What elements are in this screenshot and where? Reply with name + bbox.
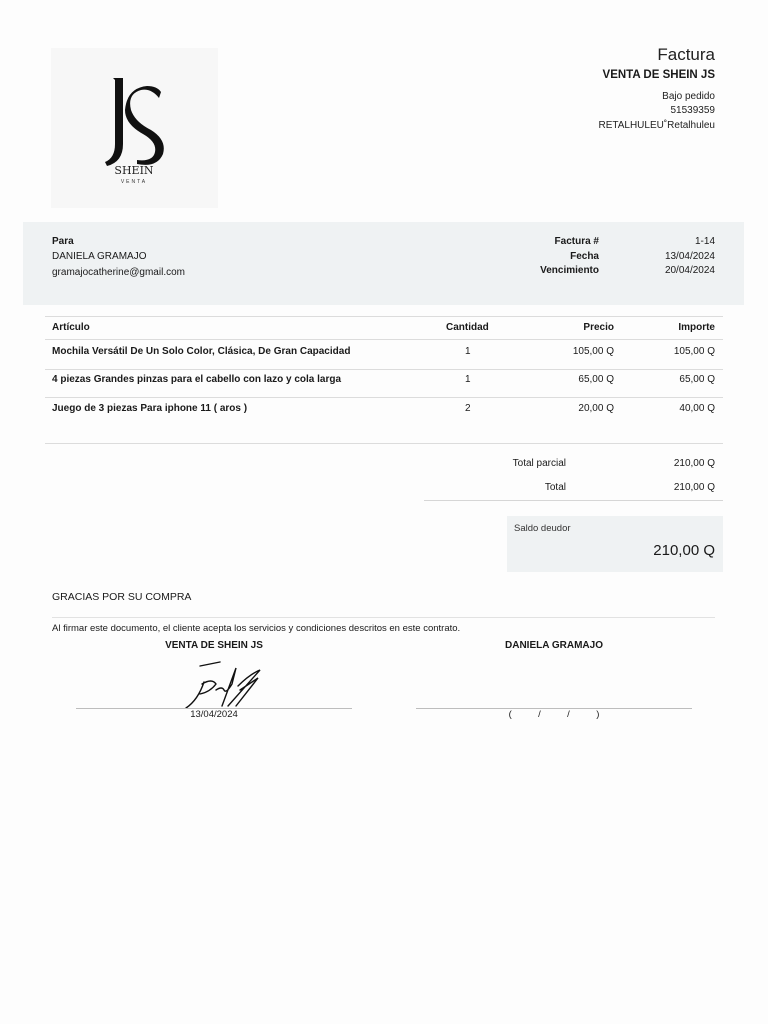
- col-header-item: Artículo: [52, 322, 90, 333]
- table-row-qty: 1: [465, 346, 471, 357]
- agreement-text: Al firmar este documento, el cliente acepta los servicios y condiciones descritos en este contrato.: [52, 623, 461, 634]
- bill-to-band: [23, 222, 744, 305]
- footer-rule: [52, 617, 715, 618]
- company-phone: 51539359: [670, 105, 715, 116]
- thanks-note: GRACIAS POR SU COMPRA: [52, 591, 192, 603]
- logo-sub: VENTA: [120, 179, 148, 185]
- invoice-number-label: Factura #: [554, 236, 599, 247]
- client-email: gramajocatherine@gmail.com: [52, 267, 185, 278]
- date-value: 13/04/2024: [664, 251, 715, 262]
- table-header-rule: [45, 339, 723, 340]
- seller-signature-date: 13/04/2024: [190, 709, 238, 720]
- table-row-qty: 2: [465, 403, 471, 414]
- col-header-price: Precio: [583, 322, 614, 333]
- total-label: Total: [544, 482, 566, 493]
- table-bottom-rule: [45, 443, 723, 444]
- col-header-amount: Importe: [678, 322, 715, 333]
- company-name: VENTA DE SHEIN JS: [602, 69, 715, 81]
- bill-to-label: Para: [52, 236, 74, 247]
- seller-signature-image: [180, 660, 264, 712]
- total-value: 210,00 Q: [673, 482, 715, 493]
- table-top-rule: [45, 316, 723, 317]
- company-line-1: Bajo pedido: [662, 91, 715, 102]
- table-row-rule: [45, 369, 723, 370]
- company-logo: [51, 48, 218, 208]
- due-value: 20/04/2024: [664, 265, 715, 276]
- client-signature-date: ( / / ): [508, 709, 600, 720]
- balance-value: 210,00 Q: [653, 542, 715, 559]
- seller-signature-name: VENTA DE SHEIN JS: [165, 640, 263, 651]
- table-row-item: Juego de 3 piezas Para iphone 11 ( aros ): [52, 403, 248, 414]
- totals-rule: [424, 500, 723, 501]
- col-header-qty: Cantidad: [446, 322, 489, 333]
- table-row-amount: 40,00 Q: [679, 403, 715, 414]
- client-signature-name: DANIELA GRAMAJO: [505, 640, 603, 651]
- subtotal-label: Total parcial: [512, 458, 566, 469]
- table-row-amount: 65,00 Q: [679, 374, 715, 385]
- client-name: DANIELA GRAMAJO: [52, 251, 147, 262]
- subtotal-value: 210,00 Q: [673, 458, 715, 469]
- table-row-rule: [45, 397, 723, 398]
- balance-label: Saldo deudor: [514, 523, 571, 534]
- table-row-price: 20,00 Q: [578, 403, 614, 414]
- table-row-price: 105,00 Q: [572, 346, 614, 357]
- table-row-item: 4 piezas Grandes pinzas para el cabello con lazo y cola larga: [52, 374, 342, 385]
- table-row-item: Mochila Versátil De Un Solo Color, Clásica, De Gran Capacidad: [52, 346, 351, 357]
- table-row-price: 65,00 Q: [578, 374, 614, 385]
- due-label: Vencimiento: [540, 265, 599, 276]
- date-label: Fecha: [570, 251, 599, 262]
- document-title: Factura: [657, 45, 715, 64]
- logo-brand: SHEIN: [114, 164, 154, 177]
- invoice-number: 1-14: [694, 236, 715, 247]
- company-address: RETALHULEU˚Retalhuleu: [598, 120, 715, 131]
- table-row-amount: 105,00 Q: [673, 346, 715, 357]
- table-row-qty: 1: [465, 374, 471, 385]
